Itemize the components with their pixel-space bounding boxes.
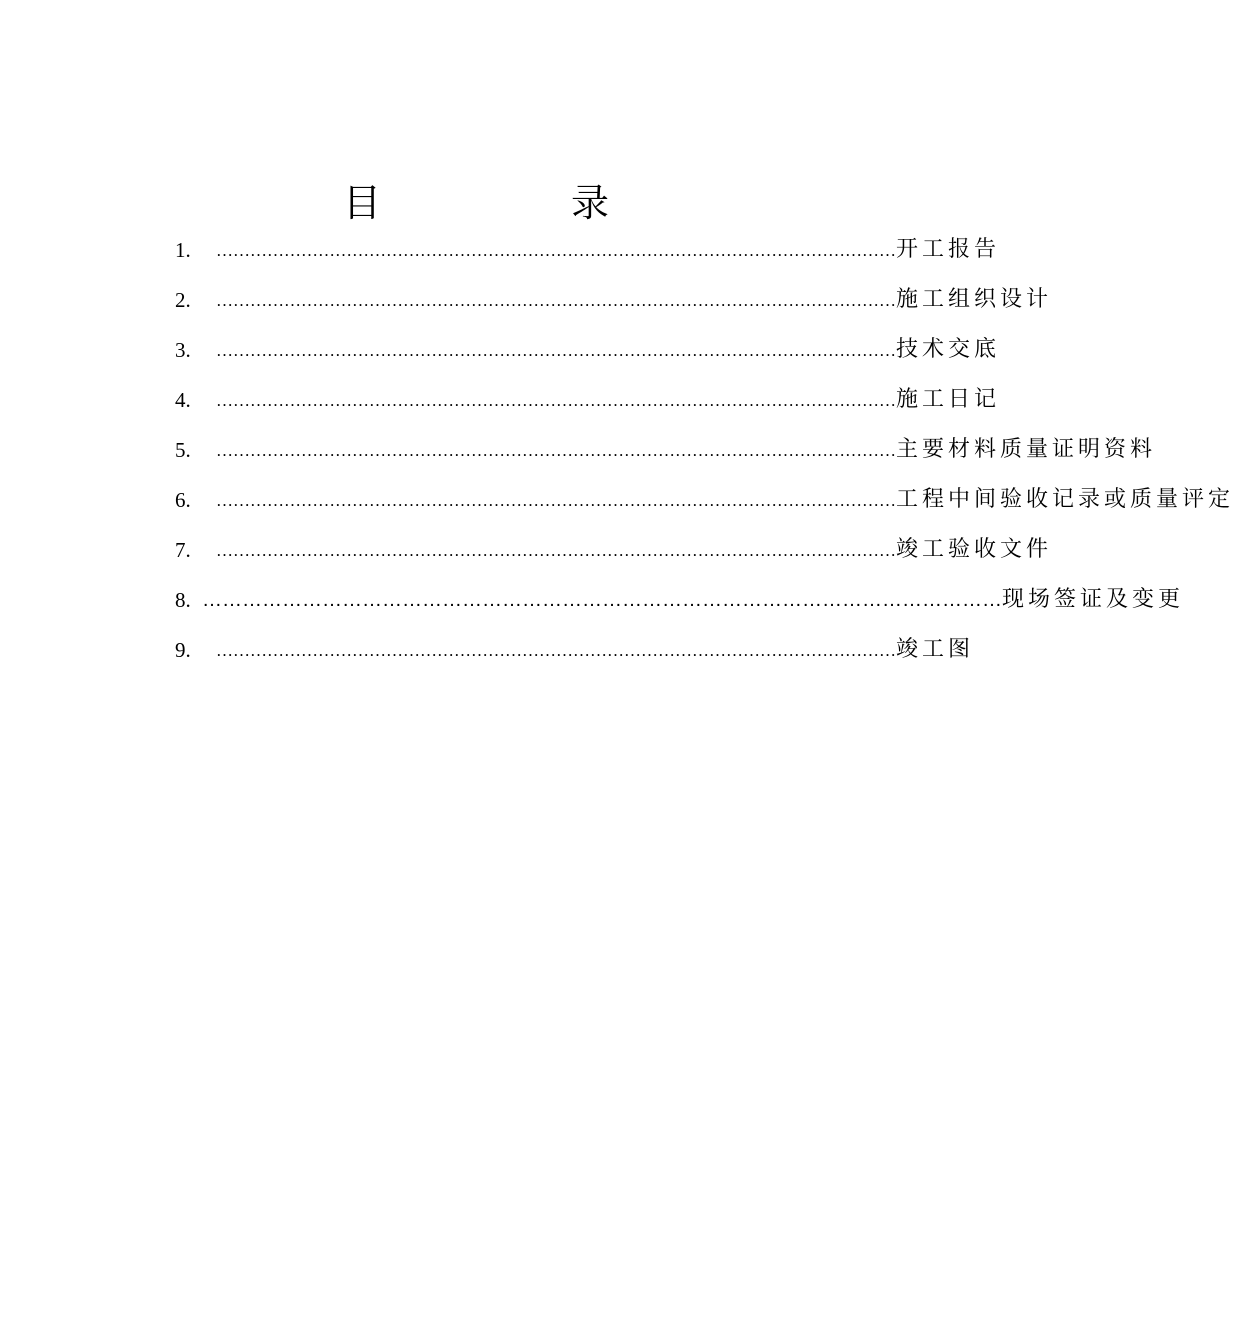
dot-leader: ………………………………………………………………………………………………………… — [216, 341, 896, 360]
toc-entry-number: 3. — [175, 338, 191, 362]
toc-entry-number: 5. — [175, 438, 191, 462]
dot-leader: ………………………………………………………………………………………………………… — [216, 641, 896, 660]
toc-entry — [0, 426, 1157, 476]
toc-entry-line — [216, 535, 1053, 566]
toc-entry-number: 4. — [175, 388, 191, 412]
dot-leader: ………………………………………………………………………………………………………… — [216, 291, 896, 310]
toc-entry-title: 施工组织设计 — [896, 287, 1053, 312]
page-title — [0, 178, 950, 228]
toc-entry-number: 1. — [175, 238, 191, 262]
toc-entry — [0, 526, 1053, 576]
toc-entry-title: 竣工图 — [896, 637, 975, 662]
toc-entry-line — [202, 585, 1185, 615]
toc-entry-title: 现场签证及变更 — [1002, 587, 1185, 612]
dot-leader: ………………………………………………………………………………………………………… — [202, 589, 1002, 611]
toc-entry-line — [216, 635, 975, 666]
toc-entry-number: 9. — [175, 638, 191, 662]
toc-entry-number: 2. — [175, 288, 191, 312]
title-char-mu: 目 — [343, 181, 382, 225]
toc-entry-number: 6. — [175, 488, 191, 512]
toc-entry-title: 工程中间验收记录或质量评定 — [896, 487, 1234, 512]
dot-leader: ………………………………………………………………………………………………………… — [216, 441, 896, 460]
toc-entry — [0, 626, 975, 676]
toc-entry — [0, 226, 1001, 276]
toc-entry-line — [216, 235, 1001, 266]
toc-entry-line — [216, 385, 1001, 416]
toc-entry-line — [216, 435, 1157, 466]
toc-entry-title: 技术交底 — [896, 337, 1001, 362]
toc-entry — [0, 276, 1053, 326]
toc-entry-title: 开工报告 — [896, 237, 1001, 262]
toc-entry-line — [216, 285, 1053, 316]
toc-entry-title: 施工日记 — [896, 387, 1001, 412]
toc-entry-number: 8. — [175, 588, 191, 612]
toc-entry-title: 主要材料质量证明资料 — [896, 437, 1157, 462]
title-char-lu: 录 — [571, 181, 610, 225]
dot-leader: ………………………………………………………………………………………………………… — [216, 391, 896, 410]
toc-entry — [0, 376, 1001, 426]
dot-leader: ………………………………………………………………………………………………………… — [216, 241, 896, 260]
toc-entry-number: 7. — [175, 538, 191, 562]
toc-entry — [0, 326, 1001, 376]
toc-entry — [0, 576, 1185, 626]
dot-leader: ………………………………………………………………………………………………………… — [216, 541, 896, 560]
toc-entry-line — [216, 485, 1234, 516]
toc-entry — [0, 476, 1234, 526]
toc-entry-line — [216, 335, 1001, 366]
toc-entry-title: 竣工验收文件 — [896, 537, 1053, 562]
dot-leader: ………………………………………………………………………………………………………… — [216, 491, 896, 510]
